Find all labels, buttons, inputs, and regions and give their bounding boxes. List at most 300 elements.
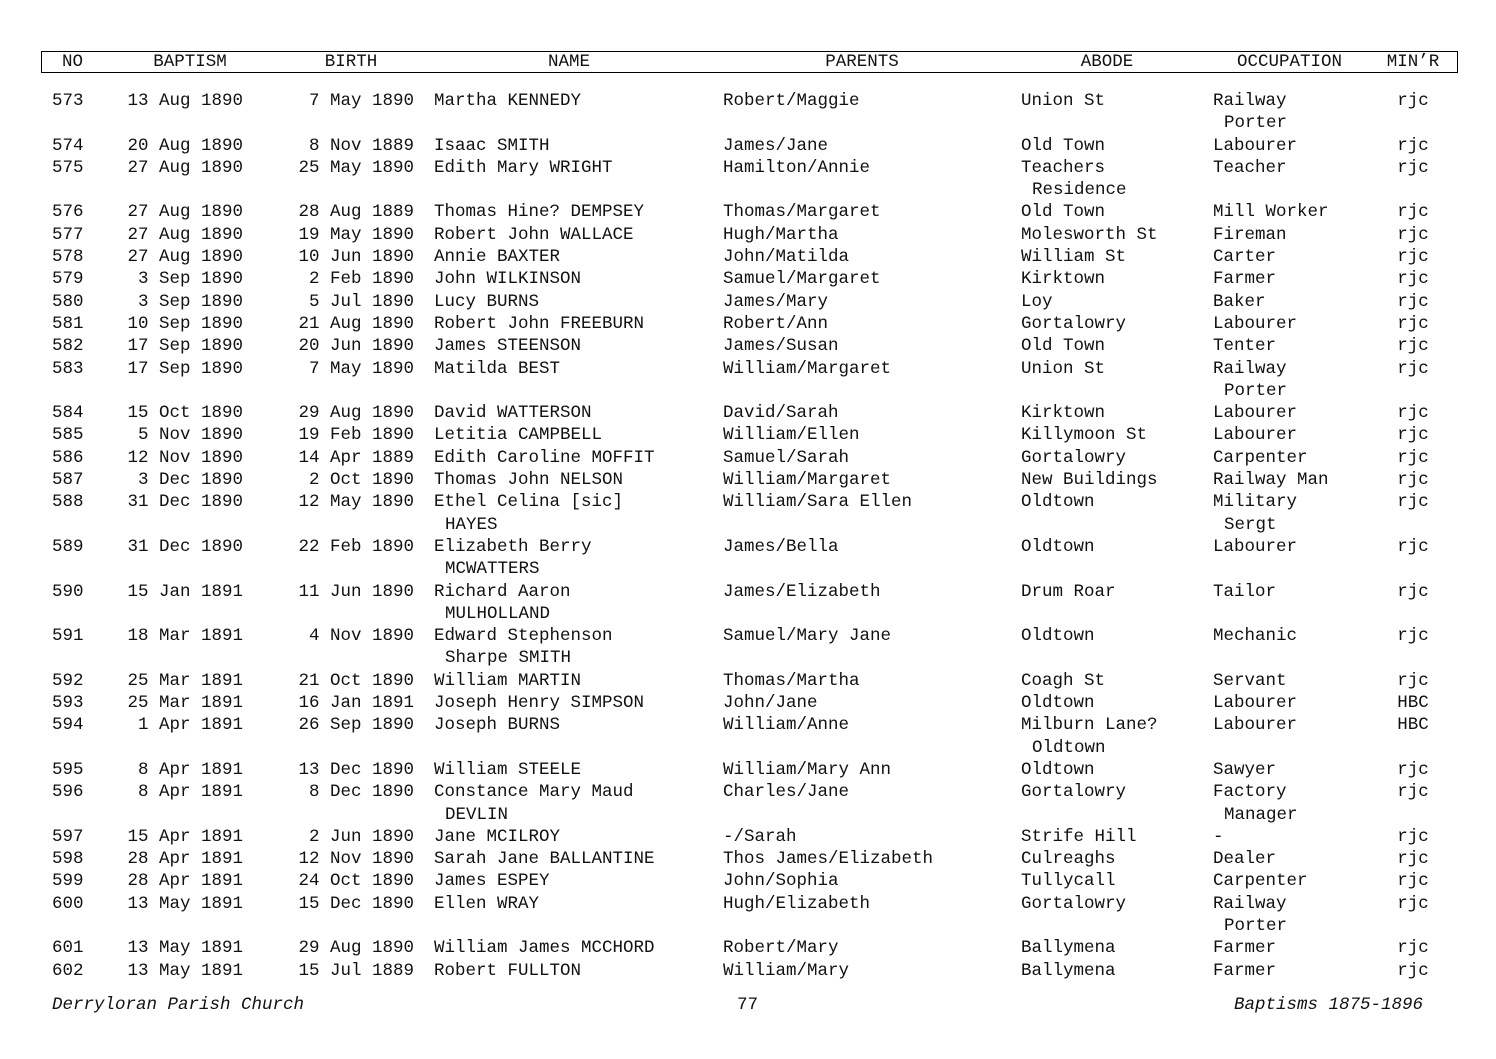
cell-name <box>434 157 704 179</box>
cell-abode-line: Gortalowry <box>1021 782 1127 803</box>
cell-name <box>434 692 704 714</box>
cell-name-line: Lucy BURNS <box>434 291 540 312</box>
cell-no: 597 <box>52 826 84 847</box>
cell-minister: rjc <box>1397 871 1429 892</box>
cell-name-line: David WATTERSON <box>434 403 592 424</box>
cell-no: 581 <box>52 313 84 334</box>
cell-no: 580 <box>52 291 84 312</box>
cell-abode <box>1021 870 1201 892</box>
cell-parents: -/Sarah <box>723 826 797 847</box>
cell-abode <box>1021 581 1201 603</box>
cell-occupation-line: Railway Man <box>1213 470 1329 491</box>
cell-birth: 12 Nov 1890 <box>298 849 414 870</box>
table-row <box>0 469 1496 491</box>
cell-abode-line: Oldtown <box>1021 693 1095 714</box>
cell-name <box>434 870 704 892</box>
cell-no: 599 <box>52 871 84 892</box>
cell-abode-line: Old Town <box>1021 135 1106 156</box>
cell-minister: rjc <box>1397 358 1429 379</box>
cell-parents: Robert/Ann <box>723 313 829 334</box>
cell-occupation-line: Sawyer <box>1213 759 1277 780</box>
cell-birth: 8 Nov 1889 <box>308 135 414 156</box>
cell-parents: William/Mary <box>723 960 850 981</box>
cell-abode-line: Strife Hill <box>1021 826 1137 847</box>
cell-occupation-line: Labourer <box>1213 313 1298 334</box>
cell-occupation-line: Mill Worker <box>1213 202 1329 223</box>
cell-minister: rjc <box>1397 670 1429 691</box>
table-row <box>0 692 1496 714</box>
cell-birth: 8 Dec 1890 <box>308 782 414 803</box>
cell-minister: rjc <box>1397 447 1429 468</box>
cell-abode-line: Union St <box>1021 91 1106 111</box>
cell-minister: HBC <box>1397 693 1429 714</box>
cell-name-line: Thomas John NELSON <box>434 470 624 491</box>
cell-birth: 24 Oct 1890 <box>298 871 414 892</box>
cell-birth: 26 Sep 1890 <box>298 715 414 736</box>
cell-no: 598 <box>52 849 84 870</box>
cell-baptism: 27 Aug 1890 <box>127 157 243 178</box>
cell-baptism: 27 Aug 1890 <box>127 224 243 245</box>
cell-abode-line: Kirktown <box>1021 269 1106 290</box>
header-abode: ABODE <box>1080 52 1134 72</box>
cell-birth: 16 Jan 1891 <box>298 693 414 714</box>
cell-baptism: 27 Aug 1890 <box>127 202 243 223</box>
cell-no: 595 <box>52 759 84 780</box>
cell-occupation <box>1213 135 1373 157</box>
cell-occupation-line: Carpenter <box>1213 871 1308 892</box>
table-row <box>0 358 1496 403</box>
table-row <box>0 246 1496 268</box>
cell-name-line: Sarah Jane BALLANTINE <box>434 849 655 870</box>
cell-occupation-line: Labourer <box>1213 403 1298 424</box>
cell-abode-line: William St <box>1021 247 1127 268</box>
cell-minister: rjc <box>1397 826 1429 847</box>
cell-occupation-line: Carpenter <box>1213 447 1308 468</box>
cell-minister: rjc <box>1397 849 1429 870</box>
header-no: NO <box>61 52 83 72</box>
cell-birth: 19 Feb 1890 <box>298 425 414 446</box>
cell-parents: David/Sarah <box>723 403 839 424</box>
cell-parents: James/Bella <box>723 536 839 557</box>
cell-abode <box>1021 447 1201 469</box>
cell-abode-line: Gortalowry <box>1021 313 1127 334</box>
cell-minister: rjc <box>1397 247 1429 268</box>
cell-name-line: Sharpe SMITH <box>445 648 572 669</box>
cell-abode <box>1021 692 1201 714</box>
table-row <box>0 402 1496 424</box>
cell-occupation-line: Farmer <box>1213 938 1277 959</box>
cell-abode-line: New Buildings <box>1021 470 1158 491</box>
cell-occupation <box>1213 714 1373 736</box>
table-row <box>0 937 1496 959</box>
cell-occupation <box>1213 781 1373 826</box>
cell-occupation-line: - <box>1213 826 1224 847</box>
cell-abode-line: Oldtown <box>1021 626 1095 647</box>
cell-parents: John/Matilda <box>723 247 850 268</box>
cell-name <box>434 670 704 692</box>
cell-birth: 4 Nov 1890 <box>308 626 414 647</box>
cell-parents: William/Mary Ann <box>723 759 892 780</box>
cell-abode <box>1021 291 1201 313</box>
cell-abode <box>1021 157 1201 202</box>
cell-baptism: 13 May 1891 <box>127 960 243 981</box>
header-occupation: OCCUPATION <box>1236 52 1343 72</box>
cell-occupation-line: Tailor <box>1213 581 1277 602</box>
cell-no: 601 <box>52 938 84 959</box>
cell-no: 582 <box>52 336 84 357</box>
cell-minister: rjc <box>1397 336 1429 357</box>
cell-no: 586 <box>52 447 84 468</box>
cell-abode <box>1021 313 1201 335</box>
cell-parents: Samuel/Mary Jane <box>723 626 892 647</box>
cell-name-line: Letitia CAMPBELL <box>434 425 603 446</box>
table-row <box>0 670 1496 692</box>
footer-register-title: Baptisms 1875-1896 <box>1234 995 1424 1015</box>
cell-occupation <box>1213 469 1373 491</box>
cell-parents: Hugh/Martha <box>723 224 839 245</box>
cell-baptism: 17 Sep 1890 <box>127 336 243 357</box>
cell-name-line: Jane MCILROY <box>434 826 561 847</box>
cell-occupation-line: Carter <box>1213 247 1277 268</box>
cell-name <box>434 291 704 313</box>
cell-name-line: Richard Aaron <box>434 581 571 602</box>
cell-occupation <box>1213 358 1373 403</box>
cell-parents: Hugh/Elizabeth <box>723 893 871 914</box>
cell-baptism: 15 Oct 1890 <box>127 403 243 424</box>
cell-baptism: 18 Mar 1891 <box>127 626 243 647</box>
cell-occupation-line: Military <box>1213 492 1298 513</box>
table-row <box>0 313 1496 335</box>
cell-occupation-line: Tenter <box>1213 336 1277 357</box>
cell-birth: 15 Jul 1889 <box>298 960 414 981</box>
cell-name <box>434 358 704 380</box>
table-row <box>0 90 1496 135</box>
cell-baptism: 12 Nov 1890 <box>127 447 243 468</box>
cell-occupation-line: Baker <box>1213 291 1266 312</box>
cell-occupation-line: Farmer <box>1213 269 1277 290</box>
cell-name-line: James ESPEY <box>434 871 550 892</box>
cell-name-line: James STEENSON <box>434 336 582 357</box>
cell-baptism: 8 Apr 1891 <box>137 759 243 780</box>
table-row <box>0 714 1496 759</box>
cell-name <box>434 90 704 112</box>
cell-occupation <box>1213 291 1373 313</box>
cell-minister: rjc <box>1397 224 1429 245</box>
cell-abode <box>1021 670 1201 692</box>
cell-name <box>434 848 704 870</box>
cell-name <box>434 491 704 536</box>
cell-no: 573 <box>52 91 84 111</box>
cell-minister: rjc <box>1397 157 1429 178</box>
cell-abode-line: Killymoon St <box>1021 425 1148 446</box>
cell-name <box>434 268 704 290</box>
cell-abode-line: Oldtown <box>1021 759 1095 780</box>
cell-name <box>434 201 704 223</box>
cell-abode <box>1021 224 1201 246</box>
cell-birth: 25 May 1890 <box>298 157 414 178</box>
cell-abode-line: Gortalowry <box>1021 447 1127 468</box>
cell-birth: 12 May 1890 <box>298 492 414 513</box>
cell-name <box>434 246 704 268</box>
cell-abode <box>1021 402 1201 424</box>
cell-occupation-line: Porter <box>1224 380 1288 401</box>
cell-birth: 2 Feb 1890 <box>308 269 414 290</box>
cell-baptism: 27 Aug 1890 <box>127 247 243 268</box>
cell-parents: Robert/Mary <box>723 938 839 959</box>
cell-abode-line: Loy <box>1021 291 1053 312</box>
cell-baptism: 5 Nov 1890 <box>137 425 243 446</box>
table-row <box>0 201 1496 223</box>
cell-abode-line: Oldtown <box>1021 492 1095 513</box>
cell-name-line: Joseph BURNS <box>434 715 561 736</box>
cell-minister: rjc <box>1397 492 1429 513</box>
cell-no: 587 <box>52 470 84 491</box>
table-row <box>0 826 1496 848</box>
cell-occupation-line: Labourer <box>1213 693 1298 714</box>
cell-name <box>434 937 704 959</box>
cell-minister: rjc <box>1397 403 1429 424</box>
cell-abode-line: Coagh St <box>1021 670 1106 691</box>
cell-minister: rjc <box>1397 782 1429 803</box>
cell-no: 593 <box>52 693 84 714</box>
cell-parents: James/Elizabeth <box>723 581 881 602</box>
cell-parents: William/Margaret <box>723 358 892 379</box>
table-row <box>0 536 1496 581</box>
cell-abode <box>1021 781 1201 803</box>
cell-parents: Thomas/Margaret <box>723 202 881 223</box>
cell-occupation-line: Teacher <box>1213 157 1287 178</box>
cell-birth: 2 Oct 1890 <box>308 470 414 491</box>
table-row <box>0 581 1496 626</box>
cell-no: 592 <box>52 670 84 691</box>
cell-name-line: Annie BAXTER <box>434 247 561 268</box>
cell-abode <box>1021 358 1201 380</box>
cell-name-line: Joseph Henry SIMPSON <box>434 693 645 714</box>
cell-occupation <box>1213 870 1373 892</box>
header-baptism: BAPTISM <box>153 52 227 72</box>
cell-occupation <box>1213 670 1373 692</box>
cell-occupation <box>1213 893 1373 938</box>
cell-birth: 2 Jun 1890 <box>308 826 414 847</box>
cell-name <box>434 536 704 581</box>
cell-occupation <box>1213 313 1373 335</box>
cell-abode <box>1021 268 1201 290</box>
cell-abode-line: Tullycall <box>1021 871 1116 892</box>
cell-occupation-line: Mechanic <box>1213 626 1298 647</box>
cell-birth: 21 Oct 1890 <box>298 670 414 691</box>
cell-birth: 28 Aug 1889 <box>298 202 414 223</box>
cell-parents: William/Ellen <box>723 425 860 446</box>
cell-baptism: 28 Apr 1891 <box>127 871 243 892</box>
cell-abode-line: Culreaghs <box>1021 849 1116 870</box>
header-parents: PARENTS <box>825 52 899 72</box>
cell-baptism: 8 Apr 1891 <box>137 782 243 803</box>
table-row <box>0 893 1496 938</box>
cell-occupation-line: Farmer <box>1213 960 1277 981</box>
baptism-register-table <box>0 90 1496 982</box>
cell-name <box>434 335 704 357</box>
cell-occupation <box>1213 335 1373 357</box>
table-row <box>0 960 1496 982</box>
cell-parents: William/Sara Ellen <box>723 492 913 513</box>
cell-no: 602 <box>52 960 84 981</box>
cell-occupation <box>1213 581 1373 603</box>
cell-name-line: William STEELE <box>434 759 582 780</box>
cell-abode-line: Oldtown <box>1032 737 1106 758</box>
cell-abode <box>1021 759 1201 781</box>
cell-name-line: Constance Mary Maud <box>434 782 634 803</box>
cell-abode <box>1021 536 1201 558</box>
cell-baptism: 15 Apr 1891 <box>127 826 243 847</box>
cell-name-line: DEVLIN <box>445 804 509 825</box>
cell-baptism: 31 Dec 1890 <box>127 492 243 513</box>
cell-occupation-line: Porter <box>1224 915 1288 936</box>
cell-baptism: 3 Sep 1890 <box>137 269 243 290</box>
cell-abode <box>1021 625 1201 647</box>
cell-minister: rjc <box>1397 313 1429 334</box>
cell-name-line: Ellen WRAY <box>434 893 540 914</box>
cell-occupation <box>1213 848 1373 870</box>
cell-occupation <box>1213 224 1373 246</box>
cell-baptism: 1 Apr 1891 <box>137 715 243 736</box>
cell-occupation <box>1213 424 1373 446</box>
cell-no: 574 <box>52 135 84 156</box>
cell-name-line: Edith Caroline MOFFIT <box>434 447 655 468</box>
cell-occupation-line: Manager <box>1224 804 1298 825</box>
cell-occupation <box>1213 157 1373 179</box>
cell-birth: 29 Aug 1890 <box>298 938 414 959</box>
cell-abode <box>1021 893 1201 915</box>
cell-parents: Samuel/Margaret <box>723 269 881 290</box>
cell-birth: 5 Jul 1890 <box>308 291 414 312</box>
cell-abode <box>1021 960 1201 982</box>
cell-birth: 7 May 1890 <box>308 358 414 379</box>
cell-occupation <box>1213 625 1373 647</box>
cell-occupation <box>1213 402 1373 424</box>
cell-abode-line: Gortalowry <box>1021 893 1127 914</box>
cell-name <box>434 714 704 736</box>
cell-birth: 22 Feb 1890 <box>298 536 414 557</box>
header-minister: MIN’R <box>1386 52 1440 72</box>
cell-name <box>434 759 704 781</box>
table-header <box>41 51 1458 73</box>
cell-name <box>434 781 704 826</box>
cell-abode <box>1021 714 1201 759</box>
cell-abode-line: Molesworth St <box>1021 224 1158 245</box>
cell-abode-line: Old Town <box>1021 336 1106 357</box>
cell-birth: 15 Dec 1890 <box>298 893 414 914</box>
cell-occupation-line: Porter <box>1224 113 1288 134</box>
cell-no: 594 <box>52 715 84 736</box>
table-row <box>0 335 1496 357</box>
cell-occupation <box>1213 536 1373 558</box>
cell-no: 578 <box>52 247 84 268</box>
cell-minister: rjc <box>1397 202 1429 223</box>
cell-minister: rjc <box>1397 536 1429 557</box>
cell-minister: rjc <box>1397 269 1429 290</box>
cell-abode-line: Residence <box>1032 180 1127 201</box>
cell-baptism: 25 Mar 1891 <box>127 693 243 714</box>
cell-no: 583 <box>52 358 84 379</box>
cell-name-line: Elizabeth Berry <box>434 536 592 557</box>
cell-abode-line: Kirktown <box>1021 403 1106 424</box>
cell-baptism: 15 Jan 1891 <box>127 581 243 602</box>
cell-abode-line: Milburn Lane? <box>1021 715 1158 736</box>
table-row <box>0 870 1496 892</box>
cell-occupation <box>1213 246 1373 268</box>
cell-no: 584 <box>52 403 84 424</box>
cell-name-line: Martha KENNEDY <box>434 91 582 111</box>
cell-name <box>434 893 704 915</box>
table-row <box>0 491 1496 536</box>
cell-name-line: HAYES <box>445 514 498 535</box>
cell-baptism: 13 May 1891 <box>127 938 243 959</box>
cell-name-line: Edward Stephenson <box>434 626 613 647</box>
cell-occupation <box>1213 759 1373 781</box>
cell-minister: rjc <box>1397 759 1429 780</box>
cell-baptism: 13 May 1891 <box>127 893 243 914</box>
cell-parents: James/Susan <box>723 336 839 357</box>
cell-name <box>434 960 704 982</box>
cell-name <box>434 447 704 469</box>
cell-no: 576 <box>52 202 84 223</box>
table-row <box>0 157 1496 202</box>
cell-occupation <box>1213 960 1373 982</box>
cell-abode-line: Union St <box>1021 358 1106 379</box>
cell-occupation-line: Railway <box>1213 893 1287 914</box>
cell-parents: Robert/Maggie <box>723 91 860 111</box>
cell-name-line: Isaac SMITH <box>434 135 550 156</box>
cell-parents: Thos James/Elizabeth <box>723 849 934 870</box>
cell-name-line: William James MCCHORD <box>434 938 655 959</box>
header-name: NAME <box>547 52 590 72</box>
cell-name-line: Matilda BEST <box>434 358 561 379</box>
cell-name <box>434 135 704 157</box>
cell-no: 590 <box>52 581 84 602</box>
cell-name-line: Robert FULLTON <box>434 960 582 981</box>
cell-abode-line: Oldtown <box>1021 536 1095 557</box>
cell-parents: Hamilton/Annie <box>723 157 871 178</box>
cell-baptism: 13 Aug 1890 <box>127 91 243 111</box>
cell-name <box>434 625 704 670</box>
table-row <box>0 424 1496 446</box>
cell-occupation-line: Servant <box>1213 670 1287 691</box>
cell-no: 596 <box>52 782 84 803</box>
cell-abode <box>1021 848 1201 870</box>
cell-birth: 10 Jun 1890 <box>298 247 414 268</box>
cell-minister: rjc <box>1397 425 1429 446</box>
cell-baptism: 25 Mar 1891 <box>127 670 243 691</box>
cell-abode-line: Ballymena <box>1021 960 1116 981</box>
cell-occupation <box>1213 692 1373 714</box>
cell-name-line: John WILKINSON <box>434 269 582 290</box>
cell-name-line: Thomas Hine? DEMPSEY <box>434 202 645 223</box>
cell-name <box>434 224 704 246</box>
cell-occupation-line: Sergt <box>1224 514 1277 535</box>
cell-occupation-line: Labourer <box>1213 425 1298 446</box>
cell-no: 575 <box>52 157 84 178</box>
cell-abode-line: Teachers <box>1021 157 1106 178</box>
cell-baptism: 3 Sep 1890 <box>137 291 243 312</box>
table-row <box>0 759 1496 781</box>
cell-name <box>434 402 704 424</box>
cell-no: 585 <box>52 425 84 446</box>
cell-baptism: 28 Apr 1891 <box>127 849 243 870</box>
cell-minister: rjc <box>1397 581 1429 602</box>
cell-baptism: 20 Aug 1890 <box>127 135 243 156</box>
cell-occupation-line: Fireman <box>1213 224 1287 245</box>
cell-birth: 19 May 1890 <box>298 224 414 245</box>
